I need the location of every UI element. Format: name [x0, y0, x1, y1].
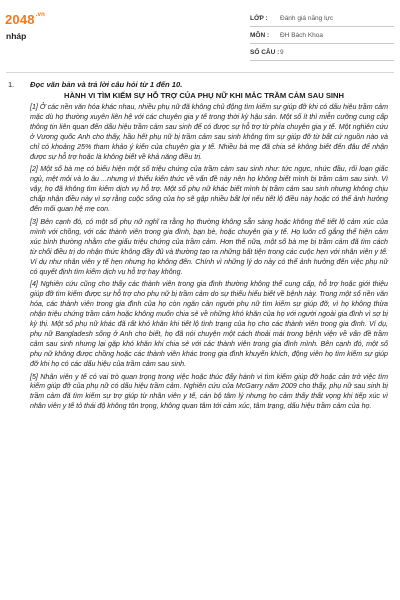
passage-paragraph: [4] Nghiên cứu cũng cho thấy các thành viên trong gia đình thường không thể cung cấp, hỗ trợ hoặc giới thiệu giúp đỡ tìm kiếm được sự hỗ trợ cho phụ nữ bị trầm cảm do sự thiếu hiểu biết về bệnh này. Trong một số nền văn hóa, các thành viên trong gia đình của họ còn ngăn cản người phụ nữ tìm kiếm sự giúp đỡ, vì họ không thừa nhận triệu chứng trầm cảm hoặc không muốn chia sẻ về những khó khăn của họ với người ngoài gia đình vì sợ bị kỳ thị. Một số phụ nữ khác đã rất khó khăn khi tiết lộ tình trạng của họ cho các thành viên trong gia đình. Ví dụ, phụ nữ Bangladesh sống ở Anh cho biết, họ đã nói chuyện một cách thoải mái trong bệnh viện về vấn đề trầm cảm sau sinh nhưng lại gặp khó khăn khi chia sẻ với các thành viên trong gia đình mình. Bên cạnh đó, một số phụ nữ không được chồng hoặc các thành viên khác trong gia đình khuyến khích, động viên họ tìm kiếm sự giúp đỡ khi họ có các dấu hiệu của trầm cảm sau sinh.	[30, 280, 388, 368]
header-divider	[6, 72, 394, 73]
passage-paragraph: [5] Nhân viên y tế có vai trò quan trọng trong việc hoặc thúc đẩy hành vi tìm kiếm giúp đỡ hoặc cản trở việc tìm kiếm giúp đỡ của phụ nữ có dấu hiệu trầm cảm. Nghiên cứu của McGarry năm 2009 cho thấy, phụ nữ sau sinh bị trầm cảm đã tìm kiếm sự trợ giúp từ nhân viên y tế, cán bộ tâm lý nhưng họ cảm thấy thất vọng khi tiếp xúc vì nhân viên y tế tỏ thái độ không tôn trọng, không quan tâm tới cảm xúc, tâm trạng, dấu hiệu trầm cảm của họ.	[30, 372, 388, 411]
site-logo[interactable]	[5, 12, 45, 27]
meta-row-subject	[250, 27, 394, 44]
question-block	[8, 80, 388, 415]
meta-value: ĐH Bách Khoa	[280, 31, 323, 39]
logo-suffix: .vn	[35, 12, 46, 18]
question-instruction: Đọc văn bản và trả lời câu hỏi từ 1 đến 10.	[30, 80, 183, 89]
meta-key: SỐ CÂU :	[250, 48, 280, 56]
draft-label: nháp	[6, 31, 27, 41]
meta-value: 9	[280, 48, 284, 56]
meta-key: LỚP :	[250, 14, 268, 22]
meta-row-class	[250, 10, 394, 27]
meta-value: Đánh giá năng lực	[280, 14, 334, 22]
exam-meta-table	[250, 10, 394, 61]
logo-text: 2048	[5, 12, 35, 27]
meta-row-question-count	[250, 44, 394, 61]
passage-paragraph: [1] Ở các nền văn hóa khác nhau, nhiều phụ nữ đã không chủ động tìm kiếm sự giúp đỡ khi có dấu hiệu trầm cảm mặc dù họ thường xuyên liên hệ với các chuyên gia y tế trong thời kỳ hậu sản. Một số ít thì miễn cưỡng cung cấp thông tin liên quan đến dấu hiệu trầm cảm sau sinh để có được sự hỗ trợ từ phía chuyên gia y tế. Một nghiên cứu ở Vương quốc Anh cho thấy, hầu hết phụ nữ bị trầm cảm sau sinh không tìm sự giúp đỡ từ bất cứ nguồn nào và chỉ có khoảng 25% tham khảo ý kiến của chuyên gia y tế. Nhiều bà mẹ đã chia sẻ không biết đến đâu để nhận được sự hỗ trợ hoặc là không biết về khả năng điều trị.	[30, 103, 388, 161]
passage-paragraph: [2] Một số bà mẹ có biểu hiện một số triệu chứng của trầm cảm sau sinh như: tức ngực, nhức đầu, rối loạn giấc ngủ, mệt mỏi và lo âu ...nhưng vì thiếu kiến thức về vấn đề này nên họ không biết mình bị trầm cảm sau sinh. Vì vậy, họ đã không tìm kiếm dịch vụ hỗ trợ. Một số phụ nữ khác biết mình bị trầm cảm sau sinh nhưng không chịu chấp nhận điều này vì sợ rằng cuộc sống của họ sẽ gặp nhiều bất lợi nếu tiết lộ điều này hoặc có thể ảnh hưởng đến mối quan hệ mẹ con.	[30, 165, 388, 214]
passage-title: HÀNH VI TÌM KIẾM SỰ HỖ TRỢ CỦA PHỤ NỮ KHI MẮC TRẦM CẢM SAU SINH	[64, 91, 344, 100]
page-header	[0, 0, 400, 68]
passage-paragraph: [3] Bên cạnh đó, có một số phụ nữ nghĩ ra rằng họ thường không sẵn sàng hoặc không thể tiết lộ cảm xúc của mình với chồng, với các thành viên trong gia đình, bạn bè, hoặc chuyên gia y tế. Họ luôn cố gắng thể hiện cảm xúc bình thường nhằm che giấu triệu chứng của trầm cảm. Hơn thế nữa, một số bà mẹ bị trầm cảm đã tìm cách từ chối điều trị do nhận thức không đầy đủ và thường tạo ra những bất tiện trong các cuộc hẹn với nhân viên y tế. Ví dụ như nhân viên y tế hẹn nhưng họ không đến. Chính vì những lý do này có thể ảnh hưởng đến việc phụ nữ có quyết định tìm kiếm dịch vụ hỗ trợ hay không.	[30, 217, 388, 276]
meta-key: MÔN :	[250, 31, 270, 39]
question-number: 1.	[8, 80, 15, 89]
